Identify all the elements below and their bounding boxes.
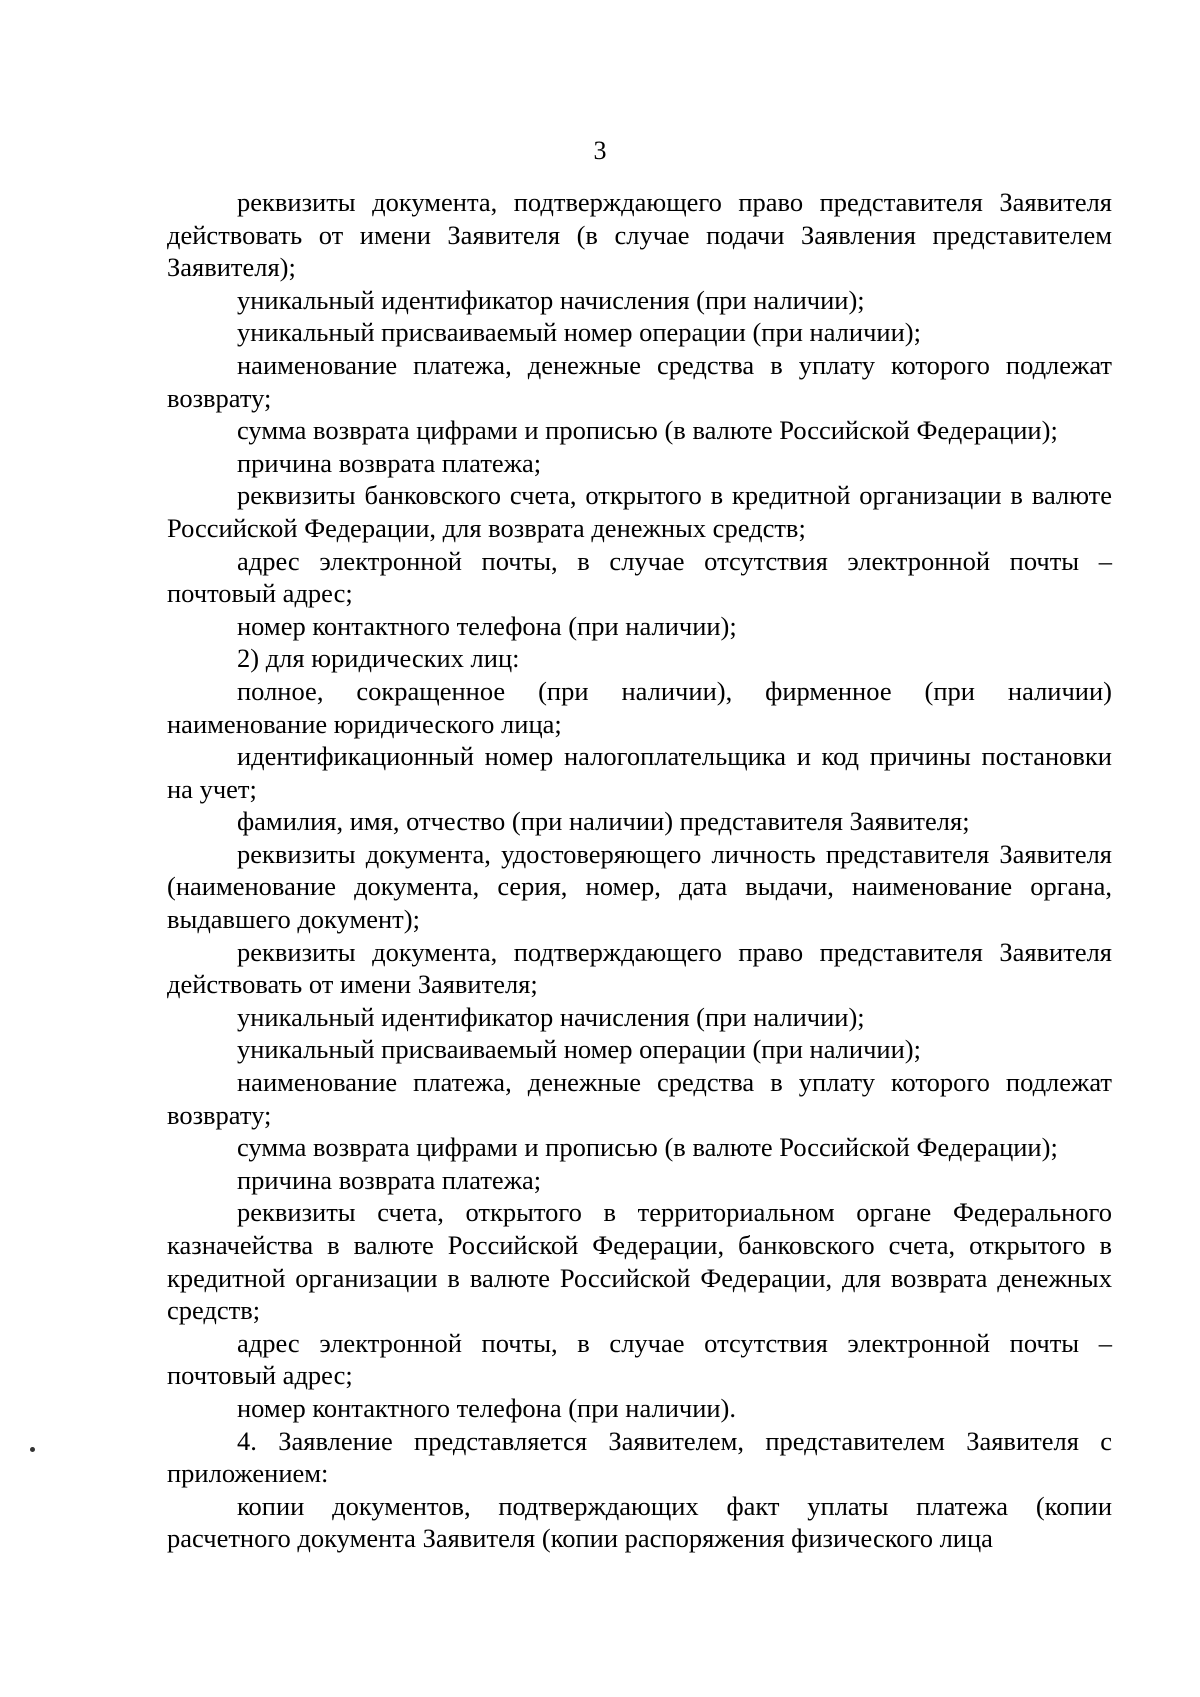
paragraph: фамилия, имя, отчество (при наличии) представителя Заявителя; [237, 806, 970, 837]
page-number: 3 [593, 136, 607, 165]
paragraph: уникальный присваиваемый номер операции (при наличии); [237, 1034, 921, 1065]
paragraph: номер контактного телефона (при наличии); [237, 610, 737, 641]
paragraph: наименование платежа, денежные средства в уплату которого подлежат возврату; [167, 1067, 1112, 1130]
paragraph: наименование платежа, денежные средства в уплату которого подлежат возврату; [167, 349, 1112, 413]
paragraph: реквизиты документа, подтверждающего право представителя Заявителя действовать от имени Заявителя (в случае подачи Заявления представителем Заявителя); [167, 187, 1112, 283]
paragraph: полное, сокращенное (при наличии), фирменное (при наличии) наименование юридического лица; [167, 675, 1112, 739]
paragraph: номер контактного телефона (при наличии). [237, 1392, 737, 1423]
paragraph: сумма возврата цифрами и прописью (в валюте Российской Федерации); [237, 415, 1058, 446]
paragraph: копии документов, подтверждающих факт уплаты платежа (копии расчетного документа Заявителя (копии распоряжения физического лица [167, 1490, 1112, 1554]
document-body [167, 186, 1112, 1555]
paragraph: реквизиты документа, удостоверяющего личность представителя Заявителя (наименование документа, серия, номер, дата выдачи, наименование органа, выдавшего документ); [167, 838, 1112, 935]
scan-artifact-dot [30, 1447, 35, 1452]
paragraph: реквизиты счета, открытого в территориальном органе Федерального казначейства в валюте Российской Федерации, банковского счета, открытого в кредитной организации в валюте Российской Федерации, для возврата денежных средств; [167, 1197, 1112, 1326]
paragraph: 2) для юридических лиц: [237, 643, 520, 674]
paragraph: сумма возврата цифрами и прописью (в валюте Российской Федерации); [237, 1132, 1058, 1163]
paragraph: уникальный идентификатор начисления (при наличии); [237, 284, 865, 315]
paragraph: 4. Заявление представляется Заявителем, представителем Заявителя с приложением: [167, 1425, 1112, 1489]
paragraph: уникальный идентификатор начисления (при наличии); [237, 1001, 865, 1032]
paragraph: адрес электронной почты, в случае отсутствия электронной почты – почтовый адрес; [167, 1327, 1112, 1391]
paragraph: причина возврата платежа; [237, 447, 542, 478]
paragraph: идентификационный номер налогоплательщика и код причины постановки на учет; [167, 741, 1112, 804]
paragraph: реквизиты документа, подтверждающего право представителя Заявителя действовать от имени Заявителя; [167, 936, 1112, 1000]
paragraph: адрес электронной почты, в случае отсутствия электронной почты – почтовый адрес; [167, 545, 1112, 609]
paragraph: уникальный присваиваемый номер операции (при наличии); [237, 317, 921, 348]
paragraph: причина возврата платежа; [237, 1164, 542, 1195]
paragraph: реквизиты банковского счета, открытого в кредитной организации в валюте Российской Федерации, для возврата денежных средств; [167, 480, 1112, 543]
